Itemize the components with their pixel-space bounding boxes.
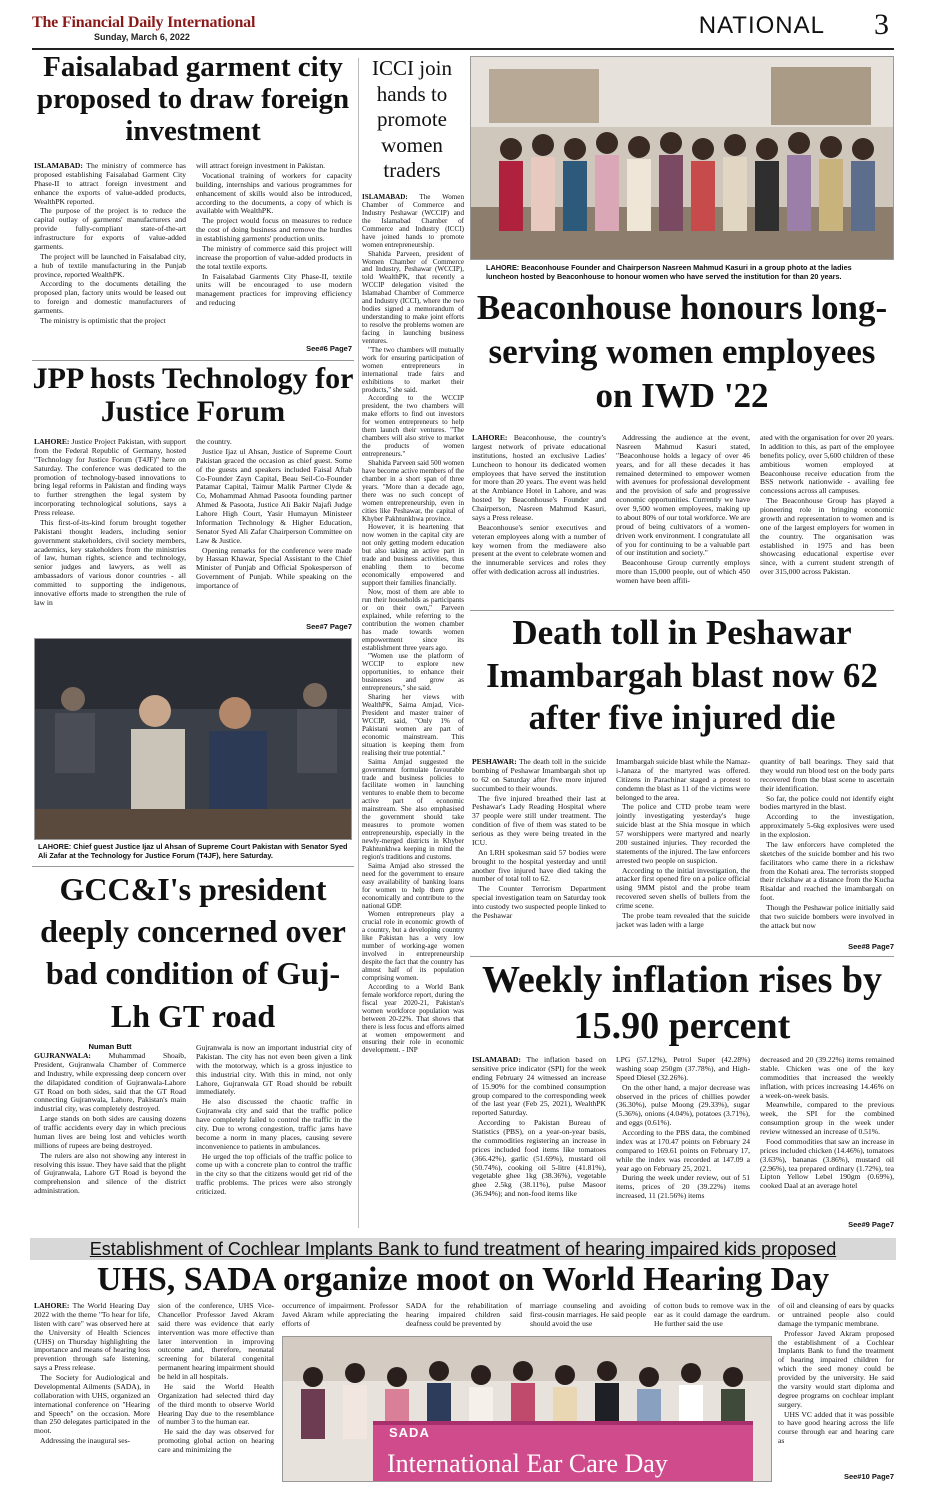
photo-banner-org: SADA: [389, 1425, 430, 1440]
paragraph: The project would focus on measures to reduce the cost of doing business and remove the hurdles in establishing garments' production units.: [196, 216, 352, 243]
paragraph: "Women use the platform of WCCIP to explore new opportunities, to enhance their businesses and grow as entrepreneurs," she said.: [362, 652, 464, 693]
paragraph: Professor Javed Akram proposed the establishment of a Cochlear Implants Bank to fund the treatment of hearing impaired children for which the seed money could be provided by the university. He said the varsity would start diploma and degree programs on cochlear implant surgery.: [778, 1328, 894, 1409]
story-divider: [32, 866, 354, 867]
inflation-headline: Weekly inflation rises by 15.90 percent: [481, 959, 883, 1047]
paragraph: SADA for the rehabilitation of hearing impaired children said deafness could be prevented by: [406, 1302, 522, 1328]
jpp-forum-photo: [34, 638, 352, 840]
uhs-group-photo: [282, 1336, 772, 1482]
paragraph: Justice Ijaz ul Ahsan, Justice of Supreme Court Pakistan graced the occasion as chief guest. Some of the guests and speakers included Faisal Aftab Co-Founder Zayn Capital, Beau Seil-Co-Founder Patamar Capital, Taimur Malik Partner Clyde & Co, Mohammad Ahmad Pasoota founding partner Ahmed & Pasoota, Justice Ali Bakir Najafi Judge Lahore High Court, Yasir Humayun Ministeer Information Technology & Higher Education, Senator Syed Ali Zafar Chairperson Committee on Law & Justice.: [196, 446, 352, 545]
uhs-col-4: [406, 1302, 522, 1332]
paragraph: LPG (57.12%), Petrol Super (42.28%) washing soap 250gm (37.78%), and High-Speed Diesel (32.26%).: [616, 1056, 750, 1082]
paragraph: The five injured breathed their last at Peshawar's Lady Reading Hospital where 37 people were still under treatment. The condition of five of them was stated to be serious as they were being treated in the ICU.: [472, 793, 606, 847]
paragraph: According to the WCCIP president, the two chambers will make efforts to find out investors for women entrepreneurs to help them launch their ventures. "The chambers will also strive to market the products of women entrepreneurs.": [362, 394, 464, 458]
jpp-col-1: [34, 438, 186, 632]
peshawar-col-2: [616, 758, 750, 952]
dateline: LAHORE:: [472, 434, 508, 442]
paragraph: However, it is heartening that now women in the capital city are not only getting modern education but also taking an active part in trade and business activities, thus enabling them to become economically empowered and support their families financially.: [362, 523, 464, 587]
paragraph: Food commodities that saw an increase in prices included chicken (14.46%), tomatoes (3.63%), bananas (3.86%), mustard oil (2.96%), tea prepared ordinary (1.72%), tea Lipton Yellow Lebel 190gm (0.69%), cooked Daal at an average hotel: [760, 1136, 894, 1191]
uhs-col-2: [158, 1302, 274, 1482]
faisalabad-headline: Faisalabad garment city proposed to draw foreign investment: [36, 51, 350, 147]
paragraph: The inflation based on sensitive price indicator (SPI) for the week ending February 24 witnessed an increase of 15.90% for the combined consumption group compared to the corresponding week of the last year (Feb 25, 2021), WealthPK reported Saturday.: [472, 1056, 606, 1118]
paragraph: Gujranwala is now an important industrial city of Pakistan. The city has not even been given a link with the motorway, which is a gross injustice to this industrial city. With this in mind, not only Lahore, Gujranwala GT Road should be rebuilt immediately.: [196, 1044, 352, 1097]
dateline: LAHORE:: [34, 1302, 70, 1310]
paragraph: An LRH spokesman said 57 bodies were brought to the hospital yesterday and until another five injured have died taking the number of total toll to 62.: [472, 847, 606, 884]
uhs-headline: UHS, SADA organize moot on World Hearing Day: [96, 1261, 830, 1298]
icci-column: [362, 194, 464, 1228]
paragraph: The Beaconhouse Group has played a pioneering role in bringing economic growth and representation to women and is one of the largest employers for women in the country. The organisation was established in 1975 and has been showcasing educational expertise ever since, with a current student strength of over 315,000 across Pakistan.: [760, 496, 894, 577]
dateline: ISLAMABAD:: [472, 1056, 521, 1064]
inflation-col-2: [616, 1056, 750, 1230]
paragraph: Beaconhouse, the country's largest network of private educational institutions, hosted an exclusive Ladies' Luncheon to honour its dedicated women employees that have served the institution for more than 20 years. The event was held at the Ambiance Hotel in Lahore, and was hosted by Beaconhouse's Founder and Chairperson, Nasreen Mahmud Kasuri, says a Press release.: [472, 434, 606, 522]
paragraph: UHS VC added that it was possible to have good hearing across the life course through ear and hearing care as: [778, 1409, 894, 1446]
paragraph: The ministry is optimistic that the project: [40, 315, 166, 325]
jpp-photo-caption: LAHORE: Chief guest Justice Ijaz ul Ahsan of Supreme Court Pakistan with Senator Syed Ali Zafar at the Technology for Justice Forum (T4JF), here Saturday.: [38, 842, 348, 860]
paragraph: Meanwhile, compared to the previous week, the SPI for the combined consumption group in the week under review witnessed an increase of 0.51%.: [760, 1100, 894, 1136]
page-number: 3: [874, 8, 889, 41]
gcci-col-2: [196, 1044, 352, 1228]
paragraph: Addressing the audience at the event, Nasreen Mahmud Kasuri stated, "Beaconhouse holds a legacy of over 46 years, and for all these decades it has remained determined to empower women with avenues for professional development and the provision of safe and progressive economic opportunities. Currently we have over 9,500 women employees, making up to about 80% of our total workforce. We are proud of being cultivators of a women-driven work environment. I congratulate all of you for continuing to be a valuable part of our institution and society.": [616, 434, 750, 558]
column-divider: [358, 58, 359, 1228]
beaconhouse-group-photo: [470, 56, 894, 260]
paragraph: sion of the conference, UHS Vice-Chancellor Professor Javed Akram said there was evidence that early intervention was more effective than later intervention in improving outcome and, therefore, neonatal screening for bilateral congenital permanent hearing impairment should be held in all hospitals.: [158, 1302, 274, 1381]
jpp-headline: JPP hosts Technology for Justice Forum: [32, 362, 354, 428]
paragraph: Addressing the inaugural ses-: [40, 1436, 131, 1446]
dateline: PESHAWAR:: [472, 758, 517, 766]
group-photo-illustration: [471, 57, 894, 260]
paragraph: Saima Amjad suggested the government formulate favourable trade and business policies to facilitate women in launching ventures to enable them to become active part of economic mainstream. She also emphasised the government should take measures to promote women entrepreneurship, especially in the newly-merged districts in Khyber Pakhtunkhwa keeping in mind the region's traditions and customs.: [362, 757, 464, 861]
dateline: ISLAMABAD:: [34, 162, 83, 170]
jpp-continued: See#7 Page7: [306, 622, 352, 631]
issue-date: Sunday, March 6, 2022: [94, 32, 190, 42]
uhs-col-1: [34, 1302, 150, 1482]
paragraph: According to the initial investigation, the attacker first opened fire on a police official using 9MM pistol and the probe team recovered seven shells of bullets from the crime scene.: [616, 865, 750, 910]
paragraph: quantity of ball bearings. They said that they would run blood test on the body parts recovered from the blast scene to ascertain their identification.: [760, 758, 894, 793]
paragraph: marriage counseling and avoiding first-cousin marriages. He said people should avoid the use: [530, 1302, 646, 1328]
uhs-kicker-banner: Establishment of Cochlear Implants Bank to fund treatment of hearing impaired kids proposed: [30, 1238, 896, 1260]
paragraph: occurrence of impairment. Professor Javed Akram while appreciating the efforts of: [282, 1302, 398, 1328]
forum-photo-illustration: [35, 639, 352, 840]
peshawar-col-3: [760, 758, 894, 942]
paragraph: In Faisalabad Garments City Phase-II, textile units will be encouraged to use modern management practices for improving efficiency and reducing: [196, 271, 352, 308]
peshawar-continued: See#8 Page7: [848, 942, 894, 951]
paragraph: The death toll in the suicide bombing of Peshawar Imambargah shot up to 62 on Saturday after five more injured succumbed to their wounds.: [472, 758, 606, 793]
paragraph: Beaconhouse Group currently employs more than 15,000 people, out of which 450 women have been affili-: [616, 558, 750, 585]
paragraph: Saima Amjad also stressed the need for the government to ensure easy availability of banking loans for women to help them grow economically and contribute to the national GDP.: [362, 861, 464, 910]
beaconhouse-headline: Beaconhouse honours long-serving women employees on IWD '22: [476, 288, 888, 416]
uhs-continued: See#10 Page7: [843, 1472, 894, 1481]
section-name: NATIONAL: [698, 12, 825, 39]
paragraph: Now, most of them are able to run their households as participants or on their own," Parveen explained, while referring to the contribution the women chamber has made towards women empowerment since its establishment three years ago.: [362, 587, 464, 652]
beaconhouse-photo-caption: LAHORE: Beaconhouse Founder and Chairperson Nasreen Mahmud Kasuri in a group photo at the ladies luncheon hosted by Beaconhouse to honour women who have served the institution for than 20 years.: [486, 263, 852, 281]
paragraph: The ministry of commerce has proposed establishing Faisalabad Garment City Phase-II to attract foreign investment and enhance the exports of value-added products, WealthPK reported.: [34, 162, 186, 206]
faisalabad-col-2: [196, 162, 352, 344]
gcci-headline: GCC&I's president deeply concerned over bad condition of Guj-Lh GT road: [40, 871, 346, 1034]
paragraph: The purpose of the project is to reduce the capital outlay of garments' manufacturers and provide fully-compliant state-of-the-art infrastructure for exports of value-added garments.: [34, 206, 186, 251]
paragraph: The ministry of commerce said this project will increase the proportion of value-added products in the total textile exports.: [196, 243, 352, 271]
paragraph: The World Hearing Day 2022 with the theme "To hear for life, listen with care" was observed here at the University of Health Sciences (UHS) on Thursday highlighting the importance and means of hearing loss prevention through safe listening, says a Press release.: [34, 1302, 150, 1373]
paragraph: According to the PBS data, the combined index was at 170.47 points on February 24 compared to 169.61 points on February 17, while the index was recorded at 147.09 a year ago on February 25, 2021.: [616, 1128, 750, 1173]
beaconhouse-col-1: [472, 434, 606, 602]
paragraph: Imambargah suicide blast while the Namaz-i-Janaza of the martyred was offered. Citizens in Parachinar staged a protest to condemn the blast as 11 of the victims were belonged to the area.: [616, 758, 750, 802]
paragraph: He also discussed the chaotic traffic in Gujranwala city and said that the traffic police have completely failed to control the traffic in the city. Due to wrong congestion, traffic jams have become a norm in many places, causing severe inconvenience to patients in ambulances.: [196, 1097, 352, 1151]
paragraph: This first-of-its-kind forum brought together Pakistani thought leaders, including senior government stakeholders, civil society members, academics, key stakeholders from the ministries of law, human rights, science and technology, senior judges and lawyers, as well as ambassadors of various donor countries - all committed to supporting the indigenous, innovative efforts made to strengthen the rule of law in: [34, 517, 186, 607]
uhs-col-7: [778, 1302, 894, 1472]
uhs-col-3: [282, 1302, 398, 1332]
paragraph: Large stands on both sides are causing dozens of traffic accidents every day in which precious human lives are being lost and vehicles worth millions of rupees are being destroyed.: [34, 1114, 186, 1150]
paragraph: According to the documents detailing the proposed plan, factory units would be leased out to foreign and domestic manufacturers of garments.: [34, 279, 186, 315]
icci-headline: ICCI join hands to promote women traders: [372, 56, 452, 183]
paragraph: "The two chambers will mutually work for ensuring participation of women entrepreneurs in international trade fairs and exhibitions to market their products," she said.: [362, 345, 464, 394]
paragraph: Shahida Parveen, president of Women Chamber of Commerce and Industry, Peshawar (WCCIP), told WealthPK, that recently a WCCIP delegation visited the Islamabad Chamber of Commerce and Industry (ICCI), where the two bodies signed a memorandum of understanding to make joint efforts to resolve the problems women are facing in launching business ventures.: [362, 249, 464, 345]
photo-banner-text: International Ear Care Day: [387, 1449, 668, 1478]
paragraph: He said the day was observed for promoting global action on hearing care and minimizing the: [158, 1427, 274, 1454]
paragraph: During the week under review, out of 51 items, prices of 20 (39.22%) items increased, 11 (21.56%) items: [616, 1173, 750, 1201]
paragraph: The probe team revealed that the suicide jacket was laden with a large: [616, 910, 750, 929]
beaconhouse-col-3: [760, 434, 894, 602]
paragraph: of cotton buds to remove wax in the ear as it could damage the eardrum. He further said the use: [654, 1302, 770, 1328]
dateline: LAHORE:: [34, 438, 70, 446]
paragraph: Justice Project Pakistan, with support from the Federal Republic of Germany, hosted "Technology for Justice Forum (T4JF)" here on Saturday. The conference was dedicated to the promotion of technology-based innovations to bring legal reforms in Pakistan and finding ways to further strengthen the legal system by incorporating technological solutions, says a Press release.: [34, 438, 186, 517]
paragraph: of oil and cleansing of ears by quacks or untrained people also could damage the tympanic membrane.: [778, 1302, 894, 1328]
inflation-continued: See#9 Page7: [848, 1220, 894, 1229]
paragraph: The Society for Audiological and Developmental Ailments (SADA), in collaboration with UHS, organized an international conference on "Hearing and Speech" on the occasion. More than 250 delegates participated in the moot.: [34, 1373, 150, 1436]
paragraph: He said the World Health Organization had selected third day of the third month to observe World Hearing Day due to the resemblance of number 3 to the human ear.: [158, 1381, 274, 1427]
paragraph: Muhammad Shoaib, President, Gujranwala Chamber of Commerce and Industry, while expressing deep concern over the dilapidated condition of Gujranwala-Lahore GT Road on both sides, said that the GT Road connecting Gujranwala, Lahore, Pakistan's main industrial city, was completely destroyed.: [34, 1052, 186, 1114]
peshawar-col-1: [472, 758, 606, 952]
paragraph: The law enforcers have completed the sketches of the suicide bomber and his two facilitators who came there in a rickshaw from the Kohati area. The terrorists stopped their rickshaw at a distance from the Kucha Risaldar and reached the imambargah on foot.: [760, 839, 894, 903]
paragraph: The project will be launched in Faisalabad city, a hub of textile manufacturing in the Punjab province, reported WealthPK.: [34, 251, 186, 279]
jpp-col-2: [196, 438, 352, 622]
story-divider: [470, 610, 894, 611]
masthead-rule: [32, 48, 894, 50]
paragraph: According to the investigation, approximately 5-6kg explosives were used in the explosion.: [760, 812, 894, 839]
paragraph: ated with the organisation for over 20 years. In addition to this, as part of the employee benefits policy, over 5,600 children of these ambitious women employed at Beaconhouse receive education from the BSS network nationwide - availing fee concessions across all campuses.: [760, 434, 894, 496]
beaconhouse-col-2: [616, 434, 750, 602]
inflation-col-1: [472, 1056, 606, 1230]
paragraph: The Counter Terrorism Department special investigation team on Saturday took into custody two suspected people linked to the Peshawar: [472, 884, 606, 920]
paragraph: Shahida Parveen said 500 women have become active members of the chamber in a short span of three years. "More than a decade ago, there was no such concept of women entrepreneurship, even in cities like Peshawar, the capital of Khyber Pakhtunkhwa province.: [362, 458, 464, 523]
paragraph: Beaconhouse's senior executives and veteran employees along with a number of key women from the mediawere also present at the event to celebrate women and the innumerable services and roles they offer with dedication across all industries.: [472, 522, 606, 577]
uhs-col-6: [654, 1302, 770, 1332]
story-divider: [32, 360, 354, 361]
peshawar-headline: Death toll in Peshawar Imambargah blast now 62 after five injured die: [486, 613, 878, 738]
masthead: [32, 14, 452, 42]
faisalabad-continued: See#6 Page7: [306, 344, 352, 353]
paragraph: The rulers are also not showing any interest in resolving this issue. They have said that the plight of Gujranwala, Lahore GT Road is beyond the comprehension and silence of the district administration.: [34, 1150, 186, 1196]
story-divider: [470, 956, 894, 957]
gcci-col-1: [34, 1052, 186, 1228]
dateline: ISLAMABAD:: [362, 194, 408, 201]
paragraph: The Women Chamber of Commerce and Industry Peshawar (WCCIP) and the Islamabad Chamber of Commerce and Industry (ICCI) have joined hands to promote women entrepreneurship.: [362, 194, 464, 249]
paragraph: According to a World Bank female workforce report, during the fiscal year 2020-21, Pakistan's women workforce population was between 20-22%. That shows that there is less focus and efforts aimed at women empowerment and ensuring their role in economic development. - INP: [362, 982, 464, 1055]
inflation-col-3: [760, 1056, 894, 1220]
uhs-col-5: [530, 1302, 646, 1332]
paragraph: According to Pakistan Bureau of Statistics (PBS), on a year-on-year basis, the commodities registering an increase in prices included food items like tomatoes (366.42%), garlic (51.69%), mustard oil (50.74%), cooking oil 5-litre (41.81%), vegetable ghee 1kg (38.36%), vegetable ghee 2.5kg (38.11%), pulse Masoor (36.94%); and non-food items like: [472, 1118, 606, 1199]
paragraph: He urged the top officials of the traffic police to come up with a concrete plan to control the traffic in the city so that the citizens would get rid of the traffic problems. The prices were also strongly criticized.: [196, 1151, 352, 1196]
paragraph: Women entrepreneurs play a crucial role in economic growth of a country, but a developing country like Pakistan has a very low number of working-age women involved in entrepreneurship despite the fact that the country has almost half of its population comprising women.: [362, 910, 464, 982]
paragraph: Opening remarks for the conference were made by Hassan Khawar, Special Assistant to the Chief Minister of Punjab and Official Spokesperson of Government of Punjab. While speaking on the importance of: [196, 545, 352, 590]
newspaper-name: The Financial Daily International: [32, 14, 256, 31]
faisalabad-col-1: [34, 162, 186, 354]
paragraph: the country.: [196, 438, 232, 446]
paragraph: So far, the police could not identify eight bodies martyred in the blast.: [760, 793, 894, 812]
dateline: GUJRANWALA:: [34, 1052, 91, 1060]
paragraph: Sharing her views with WealthPK, Saima Amjad, Vice-President and master trainer of WCCIP, said, "Only 1% of Pakistani women are part of economic mainstream. This situation is keeping them from realising their true potential.": [362, 693, 464, 757]
paragraph: decreased and 20 (39.22%) items remained stable. Chicken was one of the key commodities that increased the weekly inflation, with prices increasing 14.46% on a week-on-week basis.: [760, 1056, 894, 1100]
paragraph: will attract foreign investment in Pakistan.: [196, 162, 326, 170]
paragraph: Vocational training of workers for capacity building, internships and various programmes for enhancement of skills would also be introduced, according to the documents, a copy of which is available with WealthPK.: [196, 170, 352, 216]
paragraph: On the other hand, a major decrease was observed in the prices of chillies powder (36.30%), pulse Moong (29.33%), sugar (5.36%), onions (4.04%), potatoes (3.71%), and eggs (0.61%).: [616, 1082, 750, 1128]
paragraph: Though the Peshawar police initially said that two suicide bombers were involved in the attack but now: [760, 903, 894, 930]
paragraph: The police and CTD probe team were jointly investigating yesterday's huge suicide blast at the Shia mosque in which 57 worshippers were martyred and nearly 200 sustained injuries. They recorded the statements of the injured. The law enforcers arrested two people on suspicion.: [616, 802, 750, 865]
gcci-byline: Numan Butt: [88, 1042, 132, 1051]
